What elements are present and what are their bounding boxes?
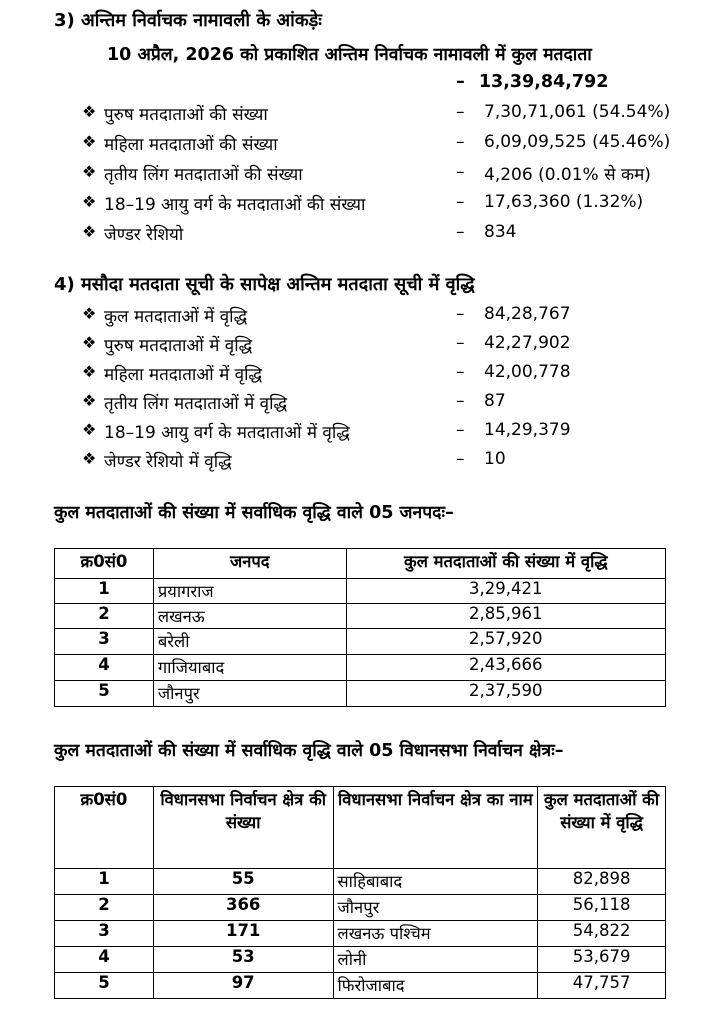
- increase-cell: 2,57,920: [346, 629, 665, 655]
- table-row: [55, 655, 666, 681]
- item-label: जेण्डर रेशियो: [104, 225, 184, 245]
- item-label: कुल मतदाताओं में वृद्धि: [104, 307, 248, 327]
- table-row: [55, 629, 666, 655]
- table-row: [55, 579, 666, 604]
- diamond-bullet-icon: ❖: [82, 102, 97, 121]
- section3-heading: 3) अन्तिम निर्वाचक नामावली के आंकड़ेः: [54, 10, 322, 31]
- constituency-name-cell: साहिबाबाद: [333, 869, 538, 895]
- table-row: [55, 681, 666, 707]
- item-label: जेण्डर रेशियो में वृद्धि: [104, 452, 232, 472]
- diamond-bullet-icon: ❖: [82, 162, 97, 181]
- diamond-bullet-icon: ❖: [82, 132, 97, 151]
- list-item: [82, 449, 682, 475]
- constituency-number-cell: 53: [153, 947, 333, 973]
- diamond-bullet-icon: ❖: [82, 192, 97, 211]
- item-label: 18–19 आयु वर्ग के मतदाताओं में वृद्धि: [104, 423, 350, 443]
- item-value: 4,206 (0.01% से कम): [484, 165, 651, 185]
- column-header: कुल मतदाताओं की संख्या में वृद्धि: [346, 549, 665, 579]
- list-item: [82, 333, 682, 359]
- increase-cell: 82,898: [538, 869, 666, 895]
- item-label: पुरुष मतदाताओं की संख्या: [104, 105, 268, 125]
- item-value: 42,00,778: [484, 362, 571, 382]
- diamond-bullet-icon: ❖: [82, 420, 97, 439]
- diamond-bullet-icon: ❖: [82, 333, 97, 352]
- item-dash: –: [456, 222, 465, 242]
- serial-cell: 2: [55, 604, 154, 629]
- item-label: 18–19 आयु वर्ग के मतदाताओं की संख्या: [104, 195, 366, 215]
- item-value: 87: [484, 391, 506, 411]
- column-header: विधानसभा निर्वाचन क्षेत्र का नाम: [333, 787, 538, 869]
- list-item: [82, 391, 682, 417]
- total-voters-value: 13,39,84,792: [478, 72, 609, 92]
- table2-title: कुल मतदाताओं की संख्या में सर्वाधिक वृद्धि वाले 05 विधानसभा निर्वाचन क्षेत्रः–: [54, 741, 564, 761]
- item-dash: –: [456, 362, 465, 382]
- serial-cell: 4: [55, 947, 154, 973]
- item-value: 10: [484, 449, 506, 469]
- section3-total: [456, 72, 608, 92]
- item-label: पुरुष मतदाताओं में वृद्धि: [104, 336, 253, 356]
- item-label: महिला मतदाताओं में वृद्धि: [104, 365, 263, 385]
- column-header: कुल मतदाताओं की संख्या में वृद्धि: [538, 787, 666, 869]
- item-dash: –: [456, 132, 465, 152]
- serial-cell: 5: [55, 681, 154, 707]
- increase-cell: 2,43,666: [346, 655, 665, 681]
- district-cell: प्रयागराज: [153, 579, 346, 604]
- item-dash: –: [456, 333, 465, 353]
- item-dash: –: [456, 449, 465, 469]
- item-value: 84,28,767: [484, 304, 571, 324]
- increase-cell: 2,85,961: [346, 604, 665, 629]
- constituency-name-cell: जौनपुर: [333, 895, 538, 921]
- district-cell: जौनपुर: [153, 681, 346, 707]
- constituency-number-cell: 171: [153, 921, 333, 947]
- item-value: 7,30,71,061 (54.54%): [484, 102, 671, 122]
- column-header: क्र0सं0: [55, 549, 154, 579]
- constituency-name-cell: लखनऊ पश्चिम: [333, 921, 538, 947]
- item-label: तृतीय लिंग मतदाताओं की संख्या: [104, 165, 303, 185]
- table-row: [55, 604, 666, 629]
- item-label: तृतीय लिंग मतदाताओं में वृद्धि: [104, 394, 288, 414]
- list-item: [82, 102, 682, 128]
- constituency-number-cell: 97: [153, 973, 333, 999]
- list-item: [82, 162, 682, 188]
- column-header: विधानसभा निर्वाचन क्षेत्र की संख्या: [153, 787, 333, 869]
- item-dash: –: [456, 162, 465, 182]
- item-value: 6,09,09,525 (45.46%): [484, 132, 671, 152]
- list-item: [82, 132, 682, 158]
- list-item: [82, 192, 682, 218]
- serial-cell: 3: [55, 921, 154, 947]
- serial-cell: 4: [55, 655, 154, 681]
- item-value: 14,29,379: [484, 420, 571, 440]
- item-dash: –: [456, 391, 465, 411]
- table1-title: कुल मतदाताओं की संख्या में सर्वाधिक वृद्धि वाले 05 जनपदः–: [54, 503, 454, 523]
- item-value: 17,63,360 (1.32%): [484, 192, 644, 212]
- diamond-bullet-icon: ❖: [82, 222, 97, 241]
- increase-cell: 3,29,421: [346, 579, 665, 604]
- table-row: [55, 921, 666, 947]
- increase-cell: 54,822: [538, 921, 666, 947]
- list-item: [82, 362, 682, 388]
- list-item: [82, 222, 682, 248]
- item-dash: –: [456, 420, 465, 440]
- section3-subheading: 10 अप्रैल, 2026 को प्रकाशित अन्तिम निर्वाचक नामावली में कुल मतदाता: [107, 45, 592, 65]
- constituency-number-cell: 55: [153, 869, 333, 895]
- district-cell: लखनऊ: [153, 604, 346, 629]
- column-header: जनपद: [153, 549, 346, 579]
- increase-cell: 53,679: [538, 947, 666, 973]
- constituencies-table: [54, 786, 666, 999]
- item-dash: –: [456, 192, 465, 212]
- diamond-bullet-icon: ❖: [82, 362, 97, 381]
- serial-cell: 1: [55, 869, 154, 895]
- list-item: [82, 420, 682, 446]
- item-dash: –: [456, 102, 465, 122]
- increase-cell: 56,118: [538, 895, 666, 921]
- diamond-bullet-icon: ❖: [82, 304, 97, 323]
- column-header: क्र0सं0: [55, 787, 154, 869]
- serial-cell: 2: [55, 895, 154, 921]
- table-row: [55, 947, 666, 973]
- increase-cell: 2,37,590: [346, 681, 665, 707]
- district-cell: बरेली: [153, 629, 346, 655]
- serial-cell: 1: [55, 579, 154, 604]
- item-value: 42,27,902: [484, 333, 571, 353]
- increase-cell: 47,757: [538, 973, 666, 999]
- constituency-name-cell: लोनी: [333, 947, 538, 973]
- section4-heading: 4) मसौदा मतदाता सूची के सापेक्ष अन्तिम मतदाता सूची में वृद्धि: [54, 274, 475, 295]
- item-label: महिला मतदाताओं की संख्या: [104, 135, 278, 155]
- total-dash: –: [456, 72, 465, 92]
- diamond-bullet-icon: ❖: [82, 391, 97, 410]
- item-value: 834: [484, 222, 517, 242]
- serial-cell: 3: [55, 629, 154, 655]
- table-header-row: [55, 549, 666, 579]
- diamond-bullet-icon: ❖: [82, 449, 97, 468]
- serial-cell: 5: [55, 973, 154, 999]
- table-header-row: [55, 787, 666, 869]
- constituency-number-cell: 366: [153, 895, 333, 921]
- table-row: [55, 869, 666, 895]
- district-cell: गाजियाबाद: [153, 655, 346, 681]
- constituency-name-cell: फिरोजाबाद: [333, 973, 538, 999]
- districts-table: [54, 548, 666, 707]
- list-item: [82, 304, 682, 330]
- table-row: [55, 895, 666, 921]
- item-dash: –: [456, 304, 465, 324]
- table-row: [55, 973, 666, 999]
